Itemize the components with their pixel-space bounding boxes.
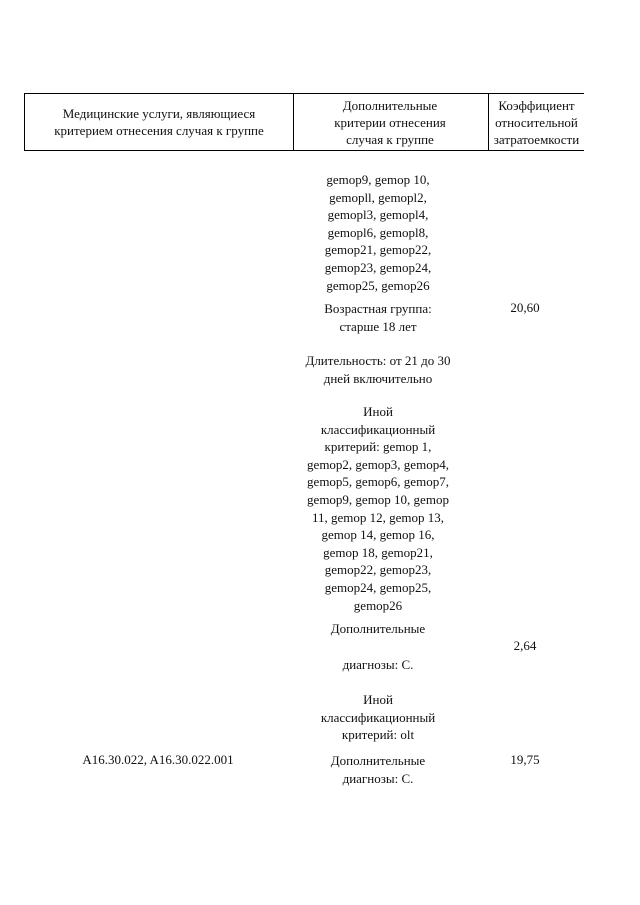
text-line: gemopl6, gemopl8, xyxy=(327,224,429,240)
coefficient-value: 19,75 xyxy=(510,752,540,767)
text-line: 11, gemop 12, gemop 13, xyxy=(311,509,445,525)
header-additional-criteria xyxy=(292,94,489,150)
text-line: gemop21, gemop22, xyxy=(324,242,432,258)
header-coefficient-line: относительной xyxy=(495,114,578,130)
header-criteria-line: случая к группе xyxy=(346,131,434,147)
text-line: gemop22, gemop23, xyxy=(324,562,432,578)
text-line: gemopll, gemopl2, xyxy=(329,189,427,205)
table-header xyxy=(24,93,584,151)
text-line: Иной xyxy=(363,404,393,419)
header-services-line: критерием отнесения случая к группе xyxy=(54,123,264,138)
text-line: gemopl3, gemopl4, xyxy=(327,207,429,223)
text-line: gemop24, gemop25, xyxy=(324,579,432,595)
medical-services: A16.30.022, A16.30.022.001 xyxy=(82,752,234,767)
text-line: классификационный xyxy=(320,709,436,725)
text-line: gemop9, gemop 10, gemop xyxy=(307,491,449,507)
other-criterion-2 xyxy=(278,691,478,744)
text-line: классификационный xyxy=(320,421,436,437)
header-services xyxy=(24,94,294,150)
header-coefficient xyxy=(489,94,584,150)
coefficient-value: 2,64 xyxy=(513,638,537,653)
text-line: дней включительно xyxy=(323,370,433,386)
text-line: gemop 18, gemop21, xyxy=(323,544,433,560)
additional-label: Дополнительные xyxy=(330,621,426,636)
text-line: Иной xyxy=(363,692,393,707)
text-line: критерий: gemop 1, xyxy=(324,439,432,455)
diagnoses-label: диагнозы: С. xyxy=(342,657,414,672)
text-line: gemop9, gemop 10, xyxy=(326,172,430,187)
text-line: Возрастная группа: xyxy=(324,301,432,316)
text-line: gemop26 xyxy=(353,597,403,613)
text-line: gemop23, gemop24, xyxy=(324,259,432,275)
header-coefficient-line: Коэффициент xyxy=(498,97,575,113)
age-group-criterion xyxy=(278,300,478,335)
text-line: диагнозы: С. xyxy=(342,770,414,786)
text-line: Дополнительные xyxy=(330,753,426,768)
text-line: gemop25, gemop26 xyxy=(326,277,430,293)
coefficient-value: 20,60 xyxy=(510,300,540,315)
header-criteria-line: критерии отнесения xyxy=(334,114,446,130)
text-line: gemop 14, gemop 16, xyxy=(321,527,435,543)
additional-diagnoses-2 xyxy=(278,752,478,787)
text-line: gemop2, gemop3, gemop4, xyxy=(307,456,449,472)
text-line: gemop5, gemop6, gemop7, xyxy=(307,474,449,490)
other-criterion-1 xyxy=(278,403,478,614)
gemop-list-1 xyxy=(278,171,478,294)
text-line: старше 18 лет xyxy=(339,318,417,334)
header-criteria-line: Дополнительные xyxy=(342,97,438,113)
text-line: Длительность: от 21 до 30 xyxy=(305,353,451,368)
text-line: критерий: olt xyxy=(341,727,415,743)
header-coefficient-line: затратоемкости xyxy=(493,131,580,147)
header-services-line: Медицинские услуги, являющиеся xyxy=(62,106,256,121)
duration-criterion xyxy=(278,352,478,387)
